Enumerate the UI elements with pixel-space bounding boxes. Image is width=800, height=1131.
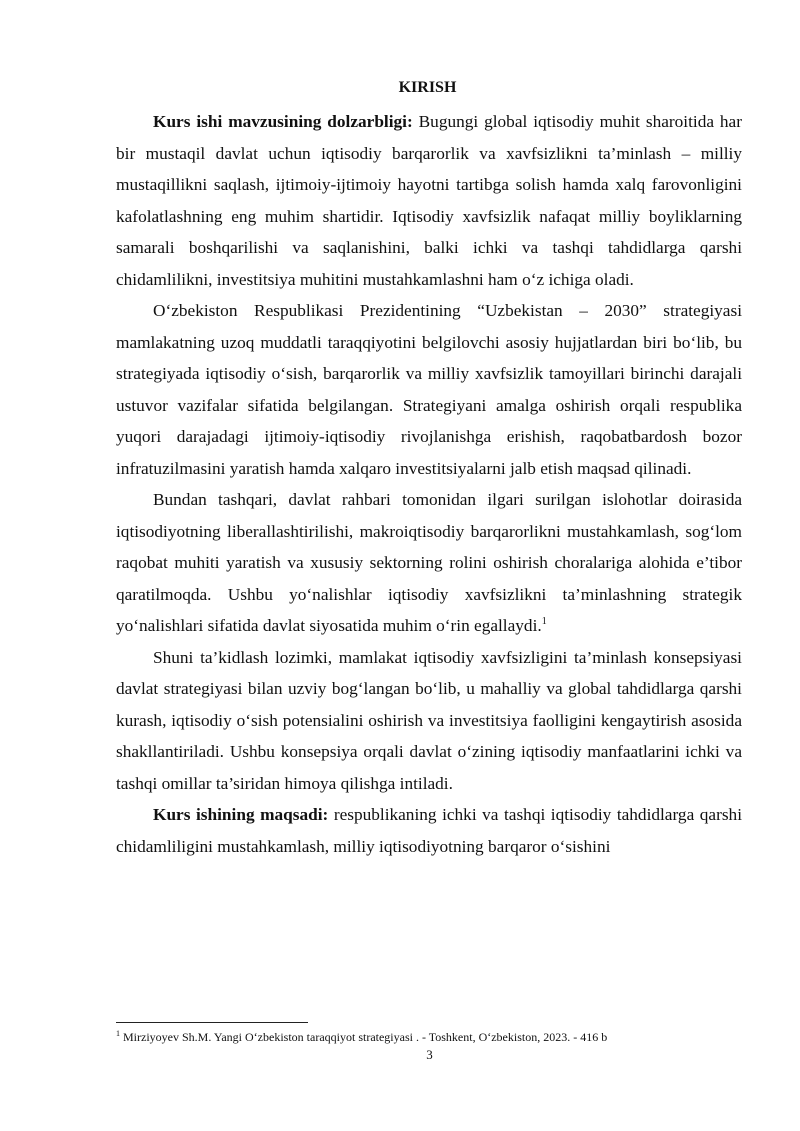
page-number: 3 [426, 1047, 433, 1062]
body-text [116, 106, 742, 862]
relevance-label: Kurs ishi mavzusining dolzarbligi: [153, 112, 413, 131]
footnote-divider [116, 1022, 308, 1023]
paragraph-reforms [116, 484, 742, 642]
reforms-text: Bundan tashqari, davlat rahbari tomonidan ilgari surilgan islohotlar doirasida iqtisodiyotning liberallashtirilishi, makroiqtisodiy barqarorlikni mustahkamlash, sog‘lom raqobat muhiti yaratish va xususiy sektorning rolini oshirish choralariga alohida e’tibor qaratilmoqda. Ushbu yo‘nalishlar iqtisodiy xavfsizlikni ta’minlashning strategik yo‘nalishlari sifatida davlat siyosatida muhim o‘rin egallaydi. [116, 490, 742, 635]
footnote-reference[interactable]: 1 [541, 616, 547, 628]
footnote [116, 1030, 756, 1045]
paragraph-goal [116, 799, 742, 862]
relevance-text: Bugungi global iqtisodiy muhit sharoitida har bir mustaqil davlat uchun iqtisodiy barqarorlik va xavfsizlikni ta’minlash – milliy mustaqillikni saqlash, ijtimoiy-ijtimoiy hayotni tartibga solish hamda xalq farovonligini kafolatlashning eng muhim shartidir. Iqtisodiy xavfsizlik nafaqat milliy boyliklarning samarali boshqarilishi va saqlanishini, balki ichki va tashqi tahdidlarga qarshi chidamlilikni, investitsiya muhitini mustahkamlashni ham o‘z ichiga oladi. [116, 112, 742, 289]
section-heading: KIRISH [398, 79, 457, 96]
goal-text: respublikaning ichki va tashqi iqtisodiy tahdidlarga qarshi chidamliligini mustahkamlash, milliy iqtisodiyotning barqaror o‘sishini [116, 805, 742, 856]
paragraph-strategy: O‘zbekiston Respublikasi Prezidentining “Uzbekistan – 2030” strategiyasi mamlakatning uzoq muddatli taraqqiyotini belgilovchi asosiy hujjatlardan biri bo‘lib, bu strategiyada iqtisodiy o‘sish, barqarorlik va milliy xavfsizlik tamoyillari birinchi darajali ustuvor vazifalar sifatida belgilangan. Strategiyani amalga oshirish orqali respublika yuqori darajadagi ijtimoiy-iqtisodiy rivojlanishga erishish, raqobatbardosh bozor infratuzilmasini yaratish hamda xalqaro investitsiyalarni jalb etish maqsad qilinadi. [116, 301, 742, 478]
footnote-text: Mirziyoyev Sh.M. Yangi O‘zbekiston taraqqiyot strategiyasi . - Toshkent, O‘zbekiston, 2023. - 416 b [120, 1030, 608, 1044]
paragraph-concept: Shuni ta’kidlash lozimki, mamlakat iqtisodiy xavfsizligini ta’minlash konsepsiyasi davlat strategiyasi bilan uzviy bog‘langan bo‘lib, u mahalliy va global tahdidlarga qarshi kurash, iqtisodiy o‘sish potensialini oshirish va investitsiya faolligini kengaytirish asosida shakllantiriladi. Ushbu konsepsiya orqali davlat o‘zining iqtisodiy manfaatlarini ichki va tashqi omillar ta’siridan himoya qilishga intiladi. [116, 647, 742, 793]
paragraph-relevance [116, 106, 742, 295]
goal-label: Kurs ishining maqsadi: [153, 805, 329, 824]
footnote-marker: 1 [116, 1029, 120, 1038]
